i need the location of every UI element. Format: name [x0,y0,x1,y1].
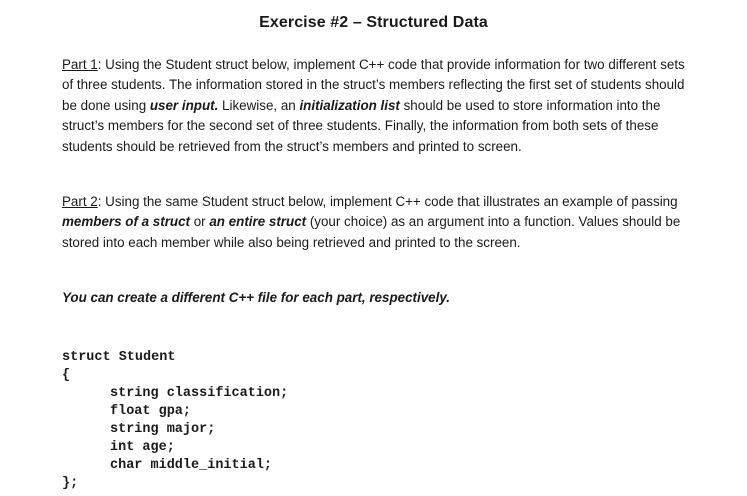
code-close-brace: }; [62,476,79,491]
part-2-text-b: or [190,214,210,230]
part-1-text-c: should be used to store information into the struct’s members for the second set of three students. Finally, the information from both sets of these students should be retrieved from the struct’s members and printed to screen. [62,97,661,154]
page-title: Exercise #2 – Structured Data [259,14,488,31]
code-open-brace: { [62,368,71,383]
part-1-paragraph [62,55,692,157]
part-2-emphasis-entire-struct: an entire struct [209,214,307,230]
code-member-line: char middle_initial; [110,458,273,473]
part-2-text-c: (your choice) as an argument into a function. Values should be stored into each member while also being retrieved and printed to the screen. [62,214,681,250]
part-1-text-a: : Using the Student struct below, implement C++ code that provide information for two different sets of three students. The information stored in the struct’s members reflecting the first set of students should be done using [62,57,685,113]
code-struct-header: struct Student [62,350,176,365]
code-member-line: string major; [110,422,216,437]
part-2-paragraph [62,192,692,253]
code-member-line: string classification; [110,386,289,401]
part-1-emphasis-user-input: user input. [149,97,219,113]
part-2-emphasis-members: members of a struct [62,214,190,230]
code-member-line: float gpa; [110,404,192,419]
instruction-note: You can create a different C++ file for each part, respectively. [62,290,450,305]
part-1-label: Part 1 [62,57,98,72]
part-1-text-b: Likewise, an [218,97,300,113]
part-1-emphasis-initialization-list: initialization list [299,97,400,113]
code-member-line: int age; [110,440,175,455]
part-2-label: Part 2 [62,194,98,209]
part-2-text-a: : Using the same Student struct below, implement C++ code that illustrates an example of passing [97,194,678,209]
